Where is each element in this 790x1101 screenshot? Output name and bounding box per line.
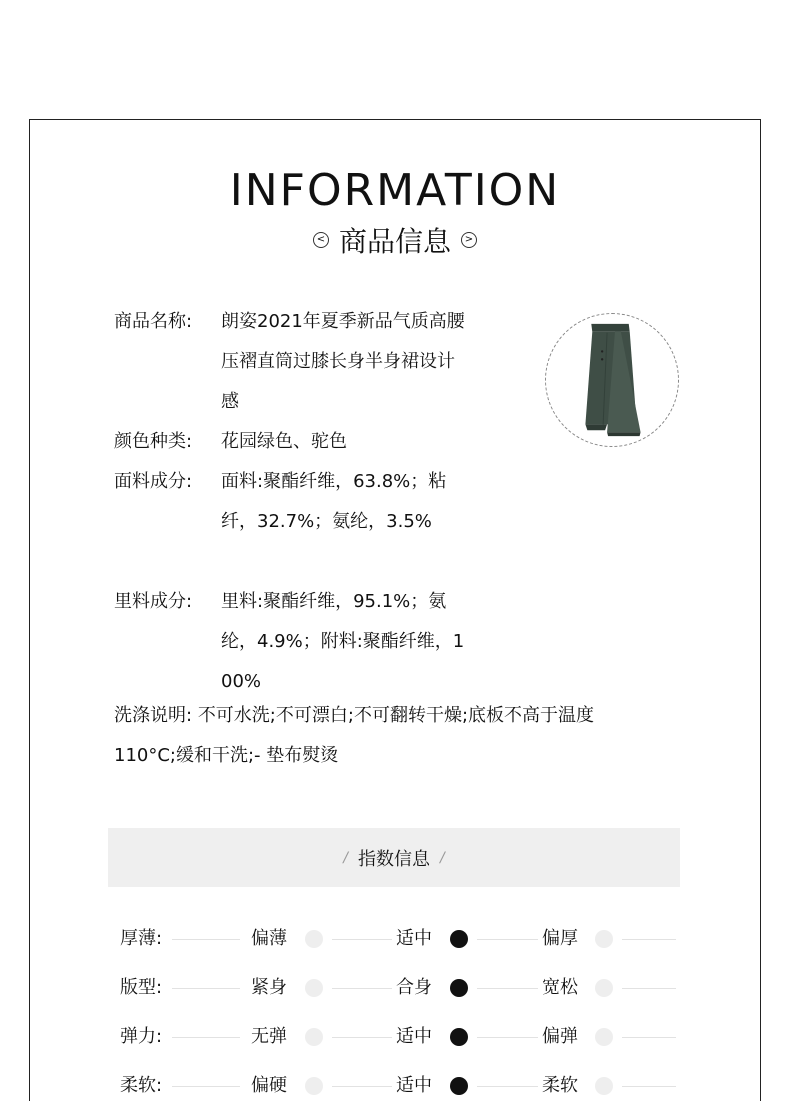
lining-label: 里料成分: xyxy=(114,591,193,612)
info-row-lining xyxy=(114,582,511,702)
index-option-label: 偏薄 xyxy=(251,928,287,949)
divider-line xyxy=(477,1086,538,1087)
divider-line xyxy=(172,939,240,940)
spacer xyxy=(114,542,511,582)
unselected-dot-icon xyxy=(305,979,323,997)
unselected-dot-icon xyxy=(305,930,323,948)
index-title: 指数信息 xyxy=(358,848,430,870)
index-option-label: 宽松 xyxy=(542,977,578,998)
divider-line xyxy=(332,1086,392,1087)
divider-line xyxy=(172,1037,240,1038)
index-option-label: 适中 xyxy=(396,928,432,949)
fabric-value xyxy=(221,462,511,542)
index-option-label: 偏厚 xyxy=(542,928,578,949)
product-info xyxy=(114,302,511,702)
name-line: 朗姿2021年夏季新品气质高腰 xyxy=(221,311,465,332)
product-image xyxy=(545,313,679,447)
chevron-left-icon: < xyxy=(313,232,329,248)
index-option-label: 无弹 xyxy=(251,1026,287,1047)
wash-instructions xyxy=(114,696,714,776)
index-option-label: 柔软 xyxy=(542,1075,578,1096)
divider-line xyxy=(172,988,240,989)
selected-dot-icon xyxy=(450,930,468,948)
divider-line xyxy=(332,988,392,989)
divider-line xyxy=(622,939,676,940)
index-row xyxy=(120,1022,680,1052)
chevron-right-icon: > xyxy=(461,232,477,248)
index-option-label: 紧身 xyxy=(251,977,287,998)
wash-label: 洗涤说明: xyxy=(114,705,193,726)
color-value: 花园绿色、驼色 xyxy=(221,431,347,452)
title-english: INFORMATION xyxy=(229,165,561,216)
index-row-label: 版型: xyxy=(120,977,163,998)
unselected-dot-icon xyxy=(595,979,613,997)
index-option-label: 适中 xyxy=(396,1075,432,1096)
index-row xyxy=(120,924,680,954)
divider-line xyxy=(622,1086,676,1087)
index-row-label: 柔软: xyxy=(120,1075,163,1096)
name-line: 压褶直筒过膝长身半身裙设计 xyxy=(221,351,455,372)
fabric-label: 面料成分: xyxy=(114,471,193,492)
index-option-label: 合身 xyxy=(396,977,432,998)
wash-text: 不可水洗;不可漂白;不可翻转干燥;底板不高于温度 xyxy=(197,705,595,726)
wash-line xyxy=(114,696,714,736)
lining-line: 纶，4.9%；附料:聚酯纤维，1 xyxy=(221,631,465,652)
divider-line xyxy=(622,988,676,989)
color-label: 颜色种类: xyxy=(114,431,193,452)
selected-dot-icon xyxy=(450,979,468,997)
divider-line xyxy=(477,988,538,989)
name-value xyxy=(221,302,511,422)
unselected-dot-icon xyxy=(595,1077,613,1095)
name-label: 商品名称: xyxy=(114,311,193,332)
slash-left: / xyxy=(343,849,348,866)
lining-line: 00% xyxy=(221,671,262,692)
info-row-color xyxy=(114,422,511,462)
info-row-fabric xyxy=(114,462,511,542)
skirt-image xyxy=(546,313,678,447)
index-option-label: 偏弹 xyxy=(542,1026,578,1047)
lining-line: 里料:聚酯纤维，95.1%；氨 xyxy=(221,591,447,612)
divider-line xyxy=(477,1037,538,1038)
index-row-label: 弹力: xyxy=(120,1026,163,1047)
unselected-dot-icon xyxy=(595,1028,613,1046)
index-row-label: 厚薄: xyxy=(120,928,163,949)
name-line: 感 xyxy=(221,391,239,412)
divider-line xyxy=(477,939,538,940)
divider-line xyxy=(172,1086,240,1087)
selected-dot-icon xyxy=(450,1028,468,1046)
lining-value xyxy=(221,582,511,702)
index-row xyxy=(120,973,680,1003)
info-row-name xyxy=(114,302,511,422)
fabric-line: 纤，32.7%；氨纶，3.5% xyxy=(221,511,432,532)
index-option-label: 适中 xyxy=(396,1026,432,1047)
divider-line xyxy=(332,1037,392,1038)
divider-line xyxy=(622,1037,676,1038)
fabric-line: 面料:聚酯纤维，63.8%；粘 xyxy=(221,471,447,492)
title-chinese-text: 商品信息 xyxy=(338,225,451,258)
unselected-dot-icon xyxy=(595,930,613,948)
wash-line: 110°C;缓和干洗;- 垫布熨烫 xyxy=(114,745,339,766)
divider-line xyxy=(332,939,392,940)
index-row xyxy=(120,1071,680,1101)
unselected-dot-icon xyxy=(305,1077,323,1095)
unselected-dot-icon xyxy=(305,1028,323,1046)
title-chinese xyxy=(0,220,790,260)
index-option-label: 偏硬 xyxy=(251,1075,287,1096)
index-header xyxy=(108,828,680,887)
slash-right: / xyxy=(440,849,445,866)
selected-dot-icon xyxy=(450,1077,468,1095)
